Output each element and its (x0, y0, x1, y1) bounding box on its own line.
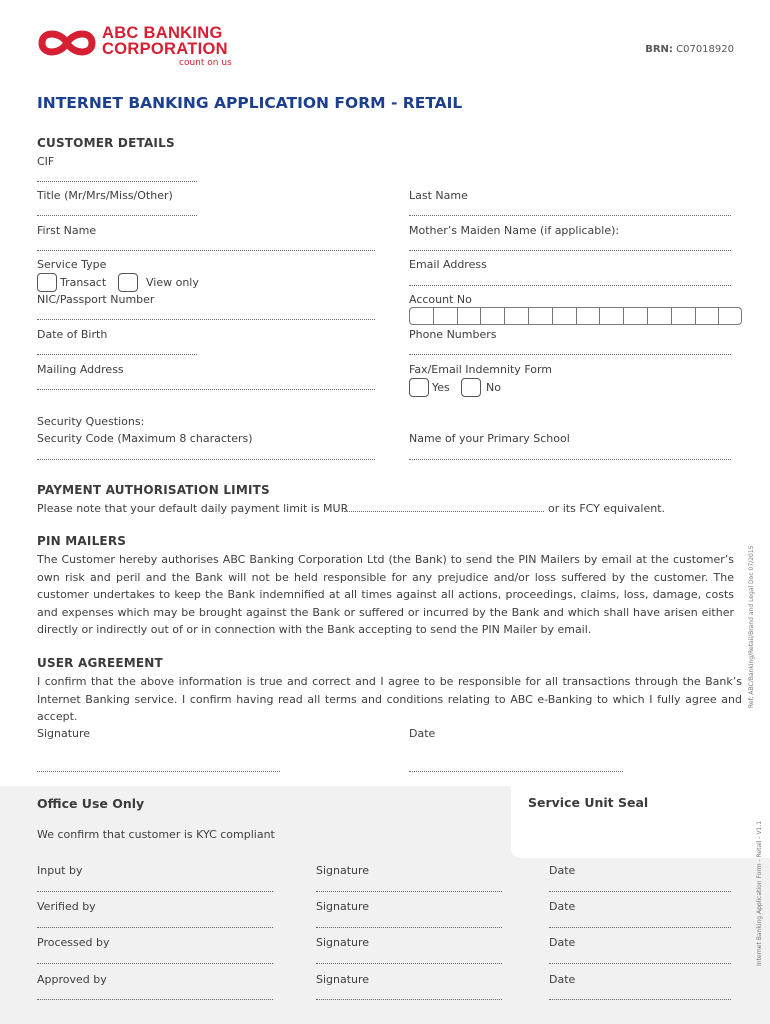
verified-by-signature-field[interactable] (316, 927, 502, 928)
payment-heading: PAYMENT AUTHORISATION LIMITS (37, 483, 270, 497)
maiden-name-field[interactable] (409, 250, 731, 251)
first-name-label: First Name (37, 224, 97, 237)
processed-by-date-field[interactable] (549, 963, 731, 964)
approved-by-label: Approved by (37, 973, 107, 986)
verified-by-field[interactable] (37, 927, 273, 928)
security-questions-label: Security Questions: (37, 415, 145, 428)
signature-label: Signature (37, 727, 91, 740)
processed-by-date-label: Date (549, 936, 576, 949)
transact-checkbox[interactable] (37, 273, 57, 292)
input-by-signature-label: Signature (316, 864, 370, 877)
infinity-logo-icon (36, 26, 98, 60)
form-title: INTERNET BANKING APPLICATION FORM - RETAIL (37, 94, 463, 112)
side-reference-lower: Internet Banking Application Form - Retail - V1.1 (756, 820, 763, 966)
fax-yes-label: Yes (432, 381, 450, 394)
input-by-date-field[interactable] (549, 891, 731, 892)
verified-by-signature-label: Signature (316, 900, 370, 913)
signature-field[interactable] (37, 771, 280, 772)
primary-school-label: Name of your Primary School (409, 432, 570, 445)
user-agreement-heading: USER AGREEMENT (37, 656, 163, 670)
phone-field[interactable] (409, 354, 731, 355)
customer-details-heading: CUSTOMER DETAILS (37, 136, 175, 150)
nic-label: NIC/Passport Number (37, 293, 155, 306)
last-name-label: Last Name (409, 189, 468, 202)
payment-limit-field[interactable] (344, 511, 544, 512)
logo-tagline: count on us (179, 58, 232, 68)
cif-field[interactable] (37, 181, 197, 182)
security-code-label: Security Code (Maximum 8 characters) (37, 432, 253, 445)
maiden-name-label: Mother’s Maiden Name (if applicable): (409, 224, 620, 237)
account-no-label: Account No (409, 293, 472, 306)
first-name-field[interactable] (37, 250, 375, 251)
dob-field[interactable] (37, 354, 197, 355)
title-label: Title (Mr/Mrs/Miss/Other) (37, 189, 173, 202)
primary-school-field[interactable] (409, 459, 731, 460)
payment-text-b: or its FCY equivalent. (548, 502, 666, 515)
office-use-heading: Office Use Only (37, 796, 145, 811)
verified-by-label: Verified by (37, 900, 96, 913)
approved-by-field[interactable] (37, 999, 273, 1000)
date-label: Date (409, 727, 436, 740)
brn-label: BRN: (645, 44, 673, 55)
title-field[interactable] (37, 215, 197, 216)
approved-by-signature-label: Signature (316, 973, 370, 986)
logo-text-line1: ABC BANKING (102, 24, 223, 42)
mailing-address-field[interactable] (37, 389, 375, 390)
mailing-address-label: Mailing Address (37, 363, 124, 376)
view-only-checkbox[interactable] (118, 273, 138, 292)
side-reference-upper: Ref: ABC/Banking/Retail/Brand and Legal Doc 07/2015 (748, 545, 755, 708)
transact-label: Transact (60, 276, 107, 289)
service-type-label: Service Type (37, 258, 107, 271)
logo-text-line2: CORPORATION (102, 40, 228, 58)
processed-by-label: Processed by (37, 936, 110, 949)
processed-by-signature-label: Signature (316, 936, 370, 949)
fax-indemnity-label: Fax/Email Indemnity Form (409, 363, 553, 376)
last-name-field[interactable] (409, 215, 731, 216)
security-code-field[interactable] (37, 459, 375, 460)
view-only-label: View only (146, 276, 199, 289)
pin-mailers-text: The Customer hereby authorises ABC Banking Corporation Ltd (the Bank) to send the PIN Mailers by email at the customer’s own risk and peril and the Bank will not be held responsible for any prejudice and/or loss suffered by the customer. The customer undertakes to keep the Bank indemnified at all times against all actions, proceedings, claims, loss, damage, costs and expenses which may be brought against the Bank or suffered or incurred by the Bank and which shall have arisen either directly or indirectly out of or in connection with the Bank accepting to send the PIN Mailer by email. (37, 553, 734, 636)
account-no-boxes[interactable] (409, 307, 742, 325)
payment-text-a: Please note that your default daily payment limit is MUR (37, 502, 349, 515)
date-field[interactable] (409, 771, 623, 772)
fax-no-checkbox[interactable] (461, 378, 481, 397)
phone-label: Phone Numbers (409, 328, 497, 341)
processed-by-field[interactable] (37, 963, 273, 964)
processed-by-signature-field[interactable] (316, 963, 502, 964)
approved-by-date-label: Date (549, 973, 576, 986)
brn-number (645, 44, 734, 55)
service-unit-seal-label: Service Unit Seal (528, 795, 649, 810)
email-label: Email Address (409, 258, 487, 271)
dob-label: Date of Birth (37, 328, 108, 341)
brn-value: C07018920 (676, 44, 734, 55)
verified-by-date-label: Date (549, 900, 576, 913)
pin-mailers-heading: PIN MAILERS (37, 534, 127, 548)
input-by-label: Input by (37, 864, 83, 877)
fax-no-label: No (486, 381, 501, 394)
approved-by-signature-field[interactable] (316, 999, 502, 1000)
verified-by-date-field[interactable] (549, 927, 731, 928)
user-agreement-text: I confirm that the above information is true and correct and I agree to be responsible for all transactions through the Bank’s Internet Banking service. I confirm having read all terms and conditions relating to ABC e-Banking to which I fully agree and accept. (37, 675, 742, 723)
input-by-field[interactable] (37, 891, 273, 892)
input-by-signature-field[interactable] (316, 891, 502, 892)
nic-field[interactable] (37, 319, 375, 320)
approved-by-date-field[interactable] (549, 999, 731, 1000)
input-by-date-label: Date (549, 864, 576, 877)
kyc-statement: We confirm that customer is KYC compliant (37, 828, 275, 841)
bank-logo (36, 24, 246, 68)
fax-yes-checkbox[interactable] (409, 378, 429, 397)
cif-label: CIF (37, 155, 55, 168)
email-field[interactable] (409, 285, 731, 286)
